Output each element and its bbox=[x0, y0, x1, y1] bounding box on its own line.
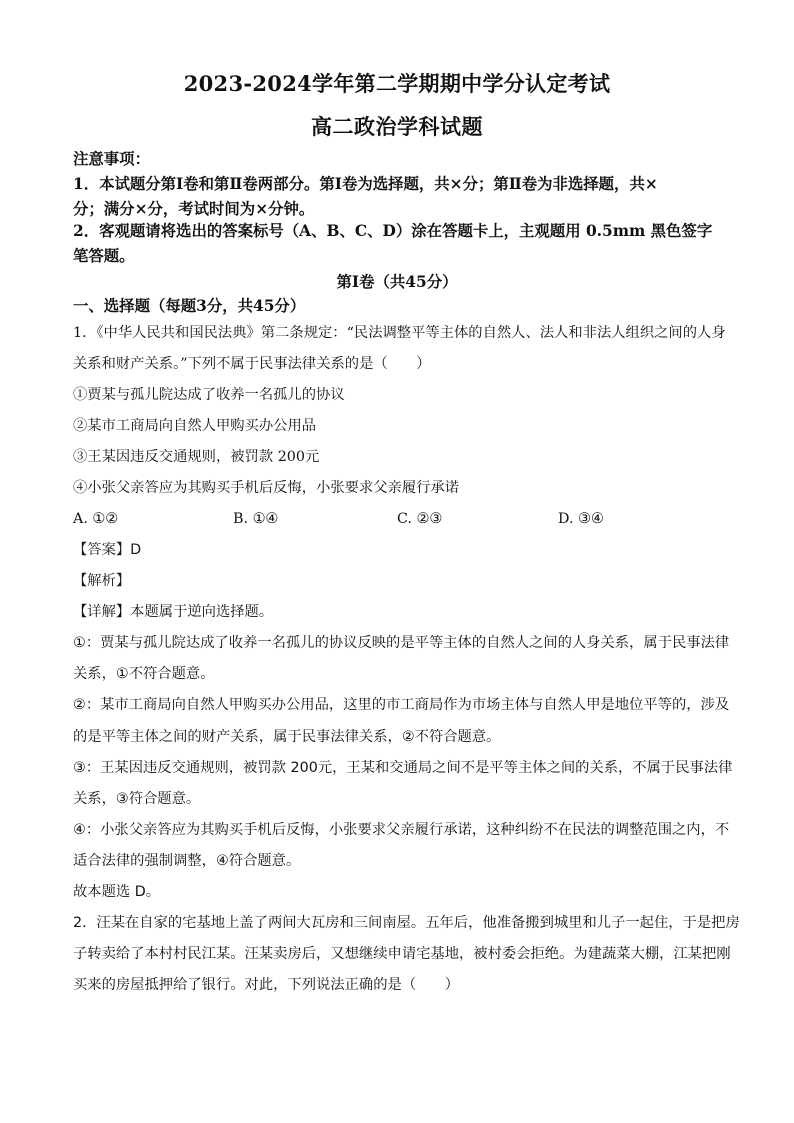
analysis-item-2-line-2: 的是平等主体之间的财产关系，属于民事法律关系，②不符合题意。 bbox=[73, 729, 501, 745]
question-1-item-2: ②某市工商局向自然人甲购买办公用品 bbox=[73, 418, 317, 434]
question-1-item-4: ④小张父亲答应为其购买手机后反悔，小张要求父亲履行承诺 bbox=[73, 480, 460, 496]
detail-intro: 【详解】本题属于逆向选择题。 bbox=[73, 604, 274, 620]
notes-item-2-line-1: 2．客观题请将选出的答案标号（A、B、C、D）涂在答题卡上，主观题用 0.5mm 黑色签字 bbox=[73, 222, 713, 240]
analysis-item-2-line-1: ②：某市工商局向自然人甲购买办公用品，这里的市工商局作为市场主体与自然人甲是地位平等的，涉及 bbox=[73, 697, 730, 713]
question-1-conclusion: 故本题选 D。 bbox=[73, 884, 161, 900]
analysis-item-3-line-2: 关系，③符合题意。 bbox=[73, 791, 201, 807]
analysis-item-3-line-1: ③：王某因违反交通规则，被罚款 200元，王某和交通局之间不是平等主体之间的关系，不属于民事法律 bbox=[73, 760, 733, 776]
analysis-item-4-line-2: 适合法律的强制调整，④符合题意。 bbox=[73, 853, 301, 869]
question-2-line-3: 买来的房屋抵押给了银行。对此，下列说法正确的是（ ） bbox=[73, 977, 460, 993]
analysis-label: 【解析】 bbox=[73, 573, 131, 589]
exam-title: 2023-2024学年第二学期期中学分认定考试 bbox=[183, 71, 611, 96]
analysis-item-1-line-1: ①：贾某与孤儿院达成了收养一名孤儿的协议反映的是平等主体的自然人之间的人身关系，属于民事法律 bbox=[73, 635, 730, 651]
notes-heading: 注意事项： bbox=[73, 150, 150, 168]
question-2-line-1: 2．汪某在自家的宅基地上盖了两间大瓦房和三间南屋。五年后，他准备搬到城里和儿子一起住，于是把房 bbox=[73, 915, 740, 931]
analysis-item-1-line-2: 关系，①不符合题意。 bbox=[73, 666, 215, 682]
question-1-option-a: A. ①② bbox=[73, 511, 119, 527]
question-1-item-3: ③王某因违反交通规则，被罚款 200元 bbox=[73, 449, 320, 465]
question-1-option-c: C. ②③ bbox=[397, 511, 443, 527]
question-2-line-2: 子转卖给了本村村民江某。汪某卖房后，又想继续申请宅基地，被村委会拒绝。为建蔬菜大棚，江某把刚 bbox=[73, 946, 731, 962]
notes-item-1-line-2: 分；满分×分，考试时间为×分钟。 bbox=[73, 200, 315, 218]
question-1-option-b: B. ①④ bbox=[233, 511, 279, 527]
question-1-stem-line-2: 关系和财产关系。”下列不属于民事法律关系的是（ ） bbox=[73, 356, 431, 372]
analysis-item-4-line-1: ④：小张父亲答应为其购买手机后反悔，小张要求父亲履行承诺，这种纠纷不在民法的调整范围之内，不 bbox=[73, 822, 730, 838]
volume-title: 第Ⅰ卷（共45分） bbox=[336, 273, 458, 291]
section-title: 一、选择题（每题3分，共45分） bbox=[73, 297, 306, 315]
question-1-option-d: D. ③④ bbox=[558, 511, 604, 527]
question-1-item-1: ①贾某与孤儿院达成了收养一名孤儿的协议 bbox=[73, 387, 345, 403]
answer-label: 【答案】D bbox=[73, 542, 142, 558]
question-1-stem-line-1: 1．《中华人民共和国民法典》第二条规定：“民法调整平等主体的自然人、法人和非法人组织之间的人身 bbox=[73, 325, 726, 341]
exam-subtitle: 高二政治学科试题 bbox=[311, 114, 483, 139]
notes-item-2-line-2: 笔答题。 bbox=[73, 247, 135, 265]
notes-item-1-line-1: 1．本试题分第Ⅰ卷和第Ⅱ卷两部分。第Ⅰ卷为选择题，共×分；第Ⅱ卷为非选择题，共× bbox=[73, 175, 658, 193]
